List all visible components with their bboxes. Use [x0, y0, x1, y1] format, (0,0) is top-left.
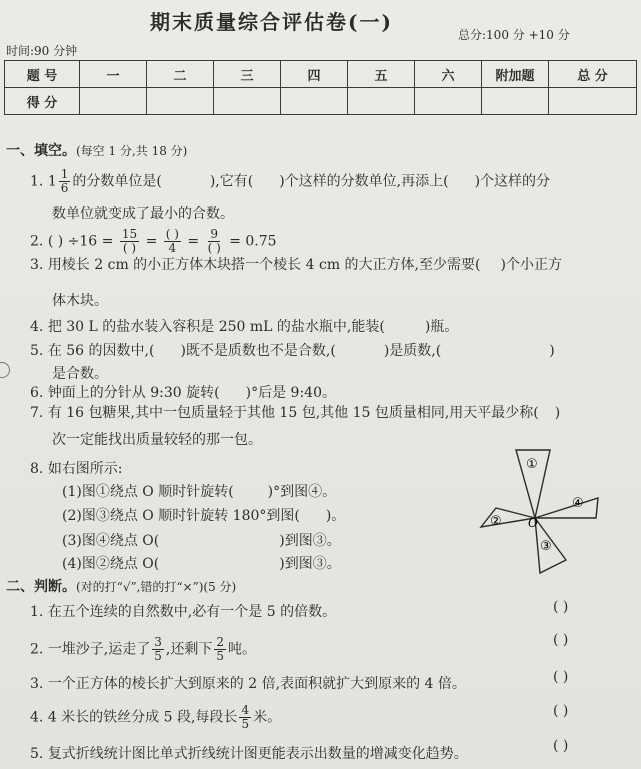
- rotation-figure: [478, 445, 618, 580]
- q8-sub-4: [62, 553, 341, 573]
- score-table-cell: 六: [415, 61, 482, 88]
- question-1: [30, 168, 550, 195]
- score-entry-cell[interactable]: [482, 88, 549, 115]
- figure-label-4: ④: [572, 496, 584, 511]
- judge-4-number: 4.: [30, 709, 44, 726]
- score-table-cell: 三: [214, 61, 281, 88]
- q8-s3-text-b: )到图③。: [279, 533, 341, 549]
- question-2: [30, 228, 277, 255]
- q8-s1-text-b: )°到图④。: [267, 484, 337, 500]
- judge-2-f2-denominator: 5: [216, 649, 224, 663]
- q8-sub-3: [62, 530, 341, 550]
- section1-note: (每空 1 分,共 18 分): [76, 144, 188, 158]
- figure-label-1: ①: [526, 457, 538, 472]
- q2-equals-1: =: [145, 233, 158, 250]
- q8-number: 8.: [30, 461, 44, 477]
- q1-frac-denominator: 6: [60, 181, 69, 195]
- q2-text-2: = 0.75: [229, 233, 277, 250]
- question-3: [30, 254, 562, 274]
- question-5: [30, 340, 555, 360]
- figure-center-o: O: [528, 516, 538, 530]
- judge-4-text-2: 米。: [253, 709, 282, 726]
- q2-number: 2.: [30, 233, 44, 250]
- q1-text-1: 的分数单位是(: [72, 173, 162, 190]
- score-entry-cell[interactable]: [549, 88, 637, 115]
- total-score: 总分:100 分 +10 分: [458, 28, 570, 42]
- judge-1-number: 1.: [30, 604, 44, 620]
- judge-item-4: [30, 704, 281, 731]
- score-table-cell: 四: [281, 61, 348, 88]
- q1-whole: 1: [47, 173, 57, 190]
- section1-heading: [6, 140, 187, 160]
- q8-s4-text-b: )到图③。: [279, 556, 341, 572]
- q6-number: 6.: [30, 385, 44, 401]
- q6-text-2: )°后是 9:40。: [245, 385, 336, 401]
- q5-number: 5.: [30, 343, 44, 359]
- q7-continuation: 次一定能找出质量较轻的那一包。: [52, 432, 262, 448]
- score-entry-cell[interactable]: [348, 88, 415, 115]
- score-table: [4, 60, 637, 115]
- judge-4-denominator: 5: [241, 717, 250, 731]
- q2-f3-numerator: 9: [210, 227, 218, 241]
- judge-5-text: 复式折线统计图比单式折线统计图更能表示出数量的增减变化趋势。: [47, 746, 468, 762]
- judge-2-f1-numerator: 3: [154, 635, 162, 649]
- q1-frac-numerator: 1: [60, 167, 69, 181]
- q8-sub-2: [62, 505, 345, 525]
- judge-5-number: 5.: [30, 746, 44, 762]
- score-entry-cell[interactable]: [214, 88, 281, 115]
- q5-text-2: )既不是质数也不是合数,(: [180, 343, 336, 359]
- section2-title: 二、判断。: [6, 579, 76, 595]
- q1-text-4: )个这样的分: [474, 173, 551, 190]
- q2-f1-numerator: 15: [121, 227, 138, 241]
- judge-item-2: [30, 636, 256, 663]
- judge-2-text-2: ,还剩下: [165, 641, 213, 658]
- section2-note: (对的打“√”,错的打“×”)(5 分): [76, 580, 237, 594]
- judge-3-number: 3.: [30, 676, 44, 692]
- q7-number: 7.: [30, 405, 44, 421]
- q2-text-1: ( ) ÷16 =: [47, 233, 114, 250]
- judge-item-5: [30, 743, 468, 763]
- triangle-4: [535, 498, 598, 518]
- q8-s3-text-a: (3)图④绕点 O(: [62, 533, 160, 549]
- q2-fraction-1: [120, 228, 139, 255]
- score-table-cell: 总 分: [549, 61, 637, 88]
- judge-3-answer[interactable]: ( ): [553, 669, 569, 685]
- score-entry-cell[interactable]: [415, 88, 482, 115]
- q8-sub-1: [62, 481, 336, 501]
- q4-text-2: )瓶。: [424, 319, 459, 335]
- figure-label-3: ③: [540, 539, 552, 554]
- q2-fraction-3: [206, 228, 223, 255]
- score-table-header-row: [5, 61, 637, 88]
- judge-item-1: [30, 601, 336, 621]
- judge-3-text: 一个正方体的棱长扩大到原来的 2 倍,表面积就扩大到原来的 4 倍。: [47, 676, 466, 692]
- q5-text-4: ): [549, 343, 555, 359]
- section2-heading: [6, 576, 236, 596]
- page-title: 期末质量综合评估卷(一): [150, 10, 393, 34]
- judge-1-text: 在五个连续的自然数中,必有一个是 5 的倍数。: [47, 604, 337, 620]
- q5-text-1: 在 56 的因数中,(: [47, 343, 155, 359]
- score-entry-cell[interactable]: [80, 88, 147, 115]
- judge-item-3: [30, 673, 466, 693]
- q2-equals-2: =: [187, 233, 200, 250]
- q3-text-1: 用棱长 2 cm 的小正方体木块搭一个棱长 4 cm 的大正方体,至少需要(: [47, 257, 481, 273]
- score-table-cell: 一: [80, 61, 147, 88]
- q7-text-2: ): [554, 405, 561, 421]
- score-table-cell: 二: [147, 61, 214, 88]
- q7-text-1: 有 16 包糖果,其中一包质量轻于其他 15 包,其他 15 包质量相同,用天平最少称(: [47, 405, 539, 421]
- score-entry-cell[interactable]: [281, 88, 348, 115]
- section1-title: 一、填空。: [6, 143, 76, 159]
- judge-2-text-1: 一堆沙子,运走了: [47, 641, 151, 658]
- judge-2-f1-denominator: 5: [154, 649, 162, 663]
- q8-s4-text-a: (4)图②绕点 O(: [62, 556, 160, 572]
- q5-continuation: 是合数。: [52, 366, 108, 382]
- binding-hole-mark: [0, 362, 10, 378]
- q1-text-3: )个这样的分数单位,再添上(: [279, 173, 449, 190]
- score-table-cell: 五: [348, 61, 415, 88]
- q1-fraction: [59, 168, 71, 195]
- figure-label-2: ②: [490, 514, 502, 529]
- judge-5-answer[interactable]: ( ): [553, 738, 569, 754]
- judge-1-answer[interactable]: ( ): [553, 599, 569, 615]
- judge-4-text-1: 4 米长的铁丝分成 5 段,每段长: [47, 709, 238, 726]
- question-7: [30, 402, 560, 422]
- judge-2-fraction-1: [152, 636, 164, 663]
- q2-f2-denominator: 4: [168, 241, 177, 255]
- q2-f1-denominator[interactable]: ( ): [122, 241, 137, 255]
- q8-s2-text-a: (2)图③绕点 O 顺时针旋转 180°到图(: [62, 508, 300, 524]
- judge-4-numerator: 4: [241, 703, 250, 717]
- q3-continuation: 体木块。: [52, 293, 108, 309]
- question-8: [30, 458, 123, 478]
- q8-s2-text-b: )。: [325, 508, 346, 524]
- q1-number: 1.: [30, 173, 44, 190]
- q3-number: 3.: [30, 257, 44, 273]
- q1-text-2: ),它有(: [209, 173, 254, 190]
- judge-2-fraction-2: [214, 636, 226, 663]
- q1-continuation: 数单位就变成了最小的合数。: [52, 206, 234, 222]
- score-row-label: 得 分: [5, 88, 80, 115]
- time-limit: 时间:90 分钟: [6, 44, 78, 58]
- score-entry-cell[interactable]: [147, 88, 214, 115]
- judge-2-text-3: 吨。: [228, 641, 256, 658]
- q5-text-3: )是质数,(: [383, 343, 442, 359]
- q3-text-2: )个小正方: [500, 257, 562, 273]
- q2-f3-denominator[interactable]: ( ): [207, 241, 221, 255]
- question-6: [30, 382, 336, 402]
- q4-number: 4.: [30, 319, 44, 335]
- question-4: [30, 316, 458, 336]
- q2-f2-numerator[interactable]: ( ): [165, 227, 179, 241]
- judge-4-fraction: [239, 704, 251, 731]
- judge-2-f2-numerator: 2: [216, 635, 224, 649]
- judge-2-answer[interactable]: ( ): [553, 632, 569, 648]
- score-table-cell: 附加题: [482, 61, 549, 88]
- q6-text-1: 钟面上的分针从 9:30 旋转(: [47, 385, 220, 401]
- score-table-score-row: [5, 88, 637, 115]
- q8-intro: 如右图所示:: [47, 461, 123, 477]
- score-table-cell: 题 号: [5, 61, 80, 88]
- q8-s1-text-a: (1)图①绕点 O 顺时针旋转(: [62, 484, 234, 500]
- judge-4-answer[interactable]: ( ): [553, 703, 569, 719]
- q4-text-1: 把 30 L 的盐水装入容积是 250 mL 的盐水瓶中,能装(: [47, 319, 385, 335]
- q2-fraction-2: [164, 228, 181, 255]
- judge-2-number: 2.: [30, 641, 44, 658]
